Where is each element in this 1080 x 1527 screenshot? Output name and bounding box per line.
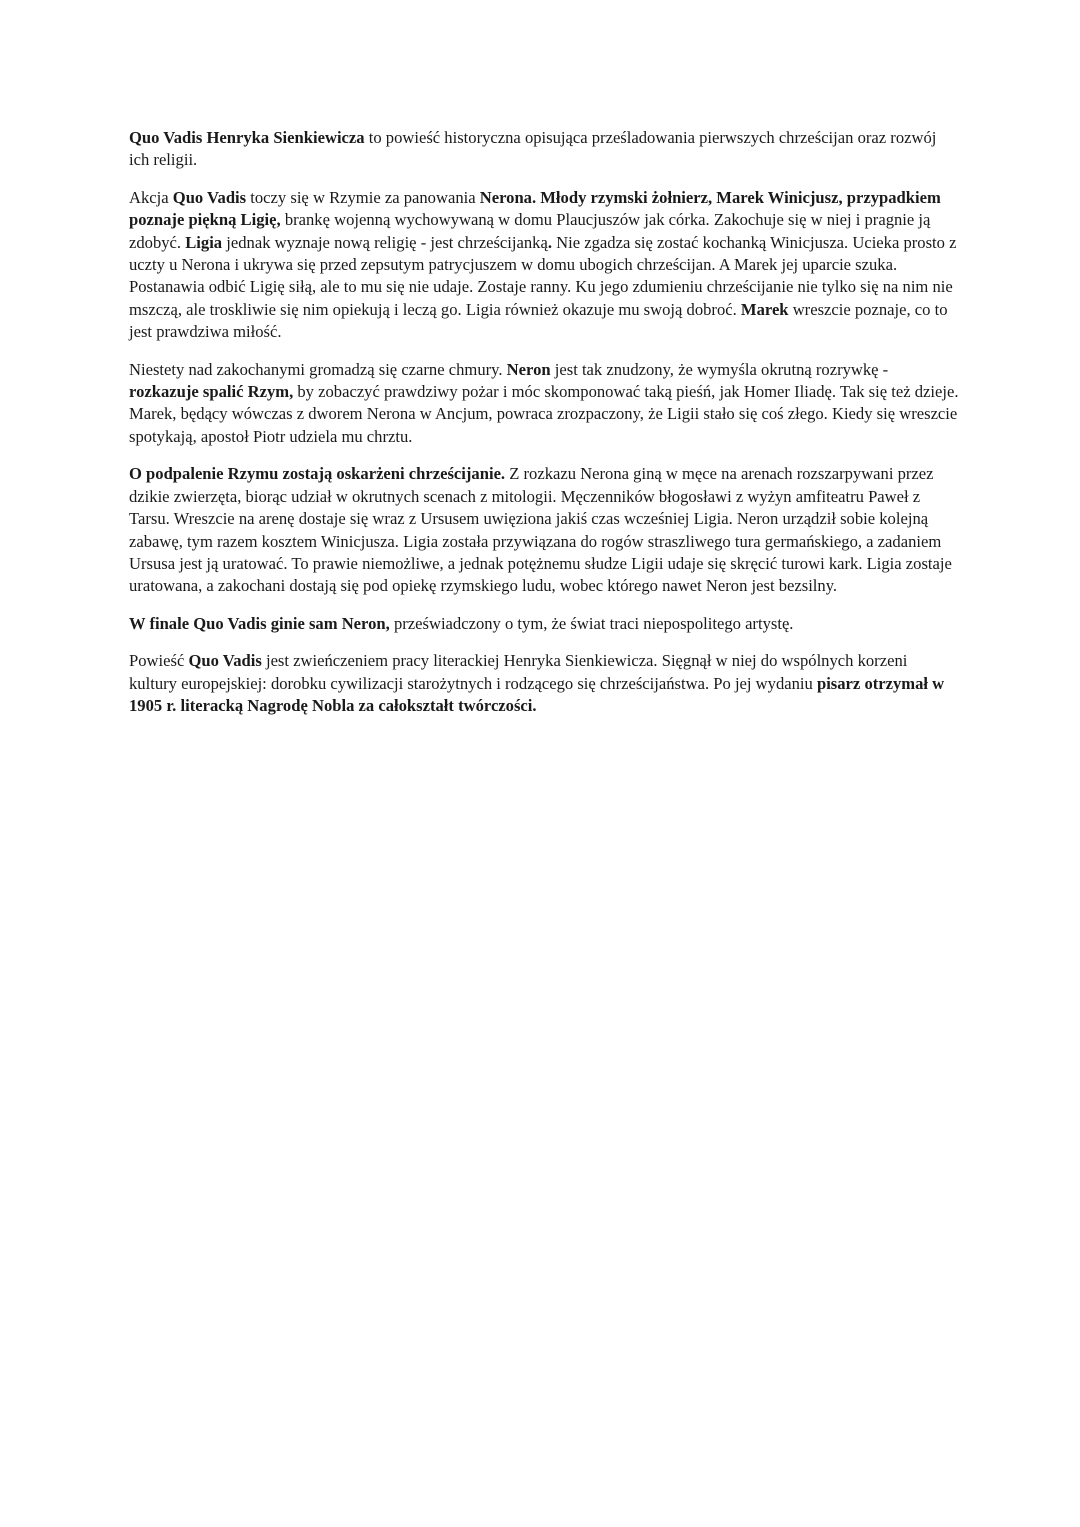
- text-run: brankę wojenną wychowywaną w domu Plaucjuszów jak córka. Zakochuje się w niej i pragnie ją zdobyć.: [129, 210, 931, 252]
- text-run: Z rozkazu Nerona giną w męce na arenach rozszarpywani przez dzikie zwierzęta, biorąc udział w okrutnych scenach z mitologii. Męczenników błogosławi z wyżyn amfiteatru Paweł z Tarsu. Wreszcie na arenę dostaje się wraz z Ursusem uwięziona jakiś czas wcześniej Ligia. Neron urządził sobie kolejną zabawę, tym razem kosztem Winicjusza. Ligia została przywiązana do rogów straszliwego tura germańskiego, a zadaniem Ursusa jest ją uratować. To prawie niemożliwe, a jednak potężnemu słudze Ligii udaje się skręcić turowi kark. Ligia zostaje uratowana, a zakochani dostają się pod opiekę rzymskiego ludu, wobec którego nawet Neron jest bezsilny.: [129, 464, 952, 596]
- text-run: by zobaczyć prawdziwy pożar i móc skomponować taką pieśń, jak Homer Iliadę. Tak się też dzieje. Marek, będący wówczas z dworem Nerona w Ancjum, powraca zrozpaczony, że Ligii stało się coś złego. Kiedy się wreszcie spotykają, apostoł Piotr udziela mu chrztu.: [129, 382, 959, 446]
- text-run: jest tak znudzony, że wymyśla okrutną rozrywkę -: [550, 359, 889, 379]
- paragraph-intro: [129, 127, 959, 172]
- text-run: Akcja: [129, 187, 173, 207]
- paragraph-nobel: [129, 650, 959, 717]
- bold-text-run: rozkazuje spalić Rzym,: [129, 382, 294, 402]
- bold-text-run: O podpalenie Rzymu zostają oskarżeni chrześcijanie.: [129, 464, 506, 484]
- bold-text-run: Neron: [506, 359, 551, 379]
- text-run: jest zwieńczeniem pracy literackiej Henryka Sienkiewicza. Sięgnął w niej do wspólnych korzeni kultury europejskiej: dorobku cywilizacji starożytnych i rodzącego się chrześcijaństwa. Po jej wydaniu: [129, 651, 908, 693]
- bold-text-run: pisarz otrzymał w 1905 r. literacką Nagrodę Nobla za całokształt twórczości.: [129, 673, 945, 715]
- text-run: Nie zgadza się zostać kochanką Winicjusza. Ucieka prosto z uczty u Nerona i ukrywa się przed zepsutym patrycjuszem w domu ubogich chrześcijan. A Marek jej uparcie szuka. Postanawia odbić Ligię siłą, ale to mu się nie udaje. Zostaje ranny. Ku jego zdumieniu chrześcijanie nie tylko się na nim nie mszczą, ale troskliwie się nim opiekują i leczą go. Ligia również okazuje mu swoją dobroć.: [129, 232, 957, 319]
- text-run: przeświadczony o tym, że świat traci niepospolitego artystę.: [389, 613, 794, 633]
- paragraph-persecution: [129, 463, 959, 597]
- bold-text-run: Ligia: [185, 232, 223, 252]
- document-body: [129, 127, 959, 732]
- bold-text-run: Marek: [740, 299, 789, 319]
- bold-text-run: Quo Vadis Henryka Sienkiewicza: [129, 128, 365, 147]
- text-run: jednak wyznaje nową religię - jest chrześcijanką: [222, 232, 548, 252]
- text-run: Niestety nad zakochanymi gromadzą się czarne chmury.: [129, 359, 507, 379]
- text-run: toczy się w Rzymie za panowania: [246, 187, 480, 207]
- bold-text-run: Quo Vadis: [172, 187, 247, 207]
- text-run: to powieść historyczna opisująca prześladowania pierwszych chrześcijan oraz rozwój ich religii.: [129, 128, 937, 170]
- bold-text-run: W finale Quo Vadis ginie sam Neron,: [129, 613, 390, 633]
- paragraph-plot: [129, 187, 959, 344]
- paragraph-finale: [129, 613, 959, 635]
- paragraph-fire: [129, 359, 959, 449]
- bold-text-run: Nerona. Młody rzymski żołnierz, Marek Winicjusz, przypadkiem poznaje piękną Ligię,: [129, 187, 941, 230]
- bold-text-run: .: [547, 232, 552, 252]
- bold-text-run: Quo Vadis: [188, 651, 262, 671]
- text-run: Powieść: [129, 651, 189, 671]
- text-run: wreszcie poznaje, co to jest prawdziwa miłość.: [129, 299, 948, 342]
